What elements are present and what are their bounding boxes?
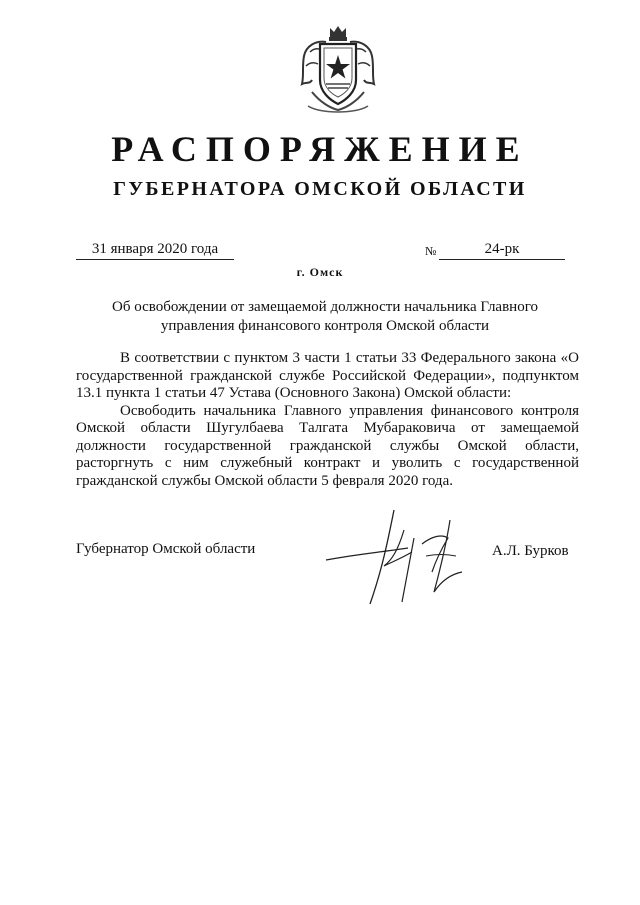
body-paragraph: В соответствии с пунктом 3 части 1 статьи 33 Федерального закона «О государственной гражданской службе Российской Федерации», подпунктом 13.1 пункта 1 статьи 47 Устава (Основного Закона) Омской области:: [76, 350, 579, 401]
signatory-name: А.Л. Бурков: [492, 543, 569, 559]
number-label: №: [425, 244, 437, 258]
document-city: г. Омск: [296, 265, 344, 279]
document-title: РАСПОРЯЖЕНИЕ: [111, 129, 529, 169]
document-subject: Об освобождении от замещаемой должности начальника Главного управления финансового контроля Омской области: [112, 299, 538, 334]
document-number: 24-рк: [439, 240, 565, 260]
document-subtitle: ГУБЕРНАТОРА ОМСКОЙ ОБЛАСТИ: [113, 178, 527, 200]
body-paragraph: Освободить начальника Главного управления финансового контроля Омской области Шугулбаева Талгата Мубараковича от замещаемой должности государственной гражданской службы Омской области, расторгнуть с ним служебный контракт и уволить с государственной гражданской службы Омской области 5 февраля 2020 года.: [76, 402, 579, 489]
document-date: 31 января 2020 года: [76, 240, 234, 260]
handwritten-signature: [322, 500, 482, 612]
document-body: [76, 350, 579, 490]
signatory-position: Губернатор Омской области: [76, 541, 256, 557]
omsk-coat-of-arms-icon: [296, 22, 380, 118]
